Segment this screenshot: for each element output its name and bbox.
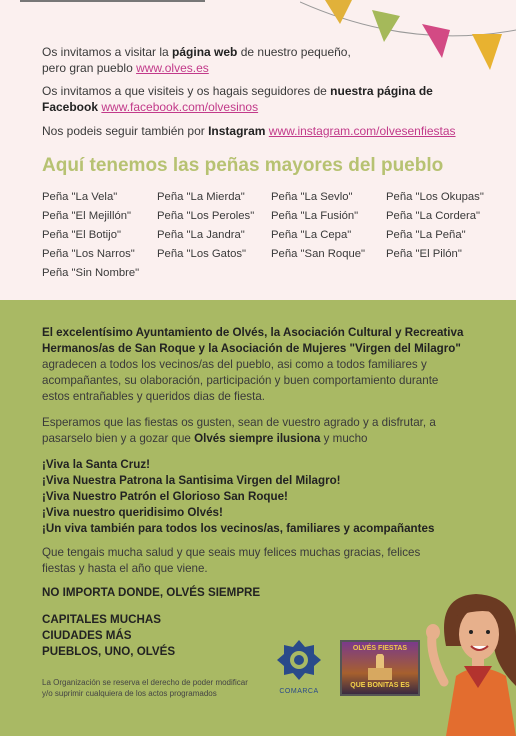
viva-item: ¡Un viva también para todos los vecinos/as, familiares y acompañantes (42, 522, 435, 535)
pena-item: Peña "La Peña" (386, 229, 466, 241)
church-icon (364, 654, 396, 682)
pena-item: Peña "La Jandra" (157, 229, 245, 241)
pena-item: Peña "La Mierda" (157, 191, 245, 203)
viva-item: ¡Viva la Santa Cruz! (42, 458, 151, 471)
wish-paragraph: Esperamos que las fiestas os gusten, sean de vuestro agrado y a disfrutar, a pasarselo bien y a gozar que Olvés siempre ilusiona y mucho (42, 416, 436, 445)
pena-item: Peña "El Mejillón" (42, 210, 132, 222)
pena-item: Peña "Los Peroles" (157, 210, 255, 222)
pena-item: Peña "La Cordera" (386, 210, 481, 222)
capitales-line: PUEBLOS, UNO, OLVÉS (42, 645, 176, 658)
farewell-paragraph: Que tengais mucha salud y que seais muy felices muchas gracias, felices fiestas y hasta el año que viene. (42, 546, 421, 575)
pena-item: Peña "San Roque" (271, 248, 366, 260)
comarca-emblem-icon (274, 637, 324, 683)
web-link[interactable]: www.olves.es (136, 61, 209, 75)
pena-item: Peña "Los Gatos" (157, 248, 247, 260)
top-divider (20, 0, 205, 2)
pena-item: Peña "Sin Nombre" (42, 267, 140, 279)
pena-item: Peña "La Fusión" (271, 210, 359, 222)
comarca-logo-text: COMARCA (279, 688, 319, 695)
instagram-paragraph: Nos podeis seguir también por Instagram www.instagram.com/olvesenfiestas (42, 124, 456, 138)
fiestas-logo-top-text: OLVÉS FIESTAS (352, 645, 408, 652)
facebook-paragraph: Os invitamos a que visiteis y os hagais seguidores de nuestra página de Facebook www.facebook.com/olvesinos (42, 84, 433, 114)
capitales-line: CAPITALES MUCHAS (42, 613, 161, 626)
pena-item: Peña "Los Narros" (42, 248, 135, 260)
comarca-logo (274, 637, 324, 699)
pena-item: Peña "La Sevlo" (271, 191, 353, 203)
fiestas-logo (340, 640, 420, 696)
slogan: NO IMPORTA DONDE, OLVÉS SIEMPRE (42, 586, 261, 599)
thanks-paragraph: El excelentísimo Ayuntamiento de Olvés, la Asociación Cultural y Recreativa Hermanos/as de San Roque y la Asociación de Mujeres "Virgen del Milagro" agradecen a todos los vecinos/as del pueblo, asi como a todos familiares y acompañantes, su olaboración, participación y buen comportamiento durante estos entrañables y queridos dias de fiesta. (42, 326, 464, 403)
viva-item: ¡Viva Nuestra Patrona la Santisima Virgen del Milagro! (42, 474, 341, 487)
pena-item: Peña "La Cepa" (271, 229, 352, 241)
penas-title: Aquí tenemos las peñas mayores del pueblo (42, 155, 444, 176)
disclaimer: La Organización se reserva el derecho de poder modificar y/o suprimir cualquiera de los actos programados (42, 678, 248, 698)
pena-item: Peña "El Botijo" (42, 229, 121, 241)
girl-illustration-icon (416, 576, 516, 736)
facebook-link[interactable]: www.facebook.com/olvesinos (101, 100, 259, 114)
pena-item: Peña "La Vela" (42, 191, 118, 203)
viva-item: ¡Viva nuestro queridisimo Olvés! (42, 506, 223, 519)
capitales-line: CIUDADES MÁS (42, 629, 132, 642)
fiestas-logo-bottom-text: QUE BONITAS ES (350, 682, 410, 689)
instagram-link[interactable]: www.instagram.com/olvesenfiestas (268, 124, 456, 138)
pena-item: Peña "Los Okupas" (386, 191, 484, 203)
web-paragraph: Os invitamos a visitar la página web de nuestro pequeño, pero gran pueblo www.olves.es (42, 45, 351, 75)
vivas-list (42, 457, 482, 537)
pena-item: Peña "El Pilón" (386, 248, 462, 260)
viva-item: ¡Viva Nuestro Patrón el Glorioso San Roque! (42, 490, 288, 503)
